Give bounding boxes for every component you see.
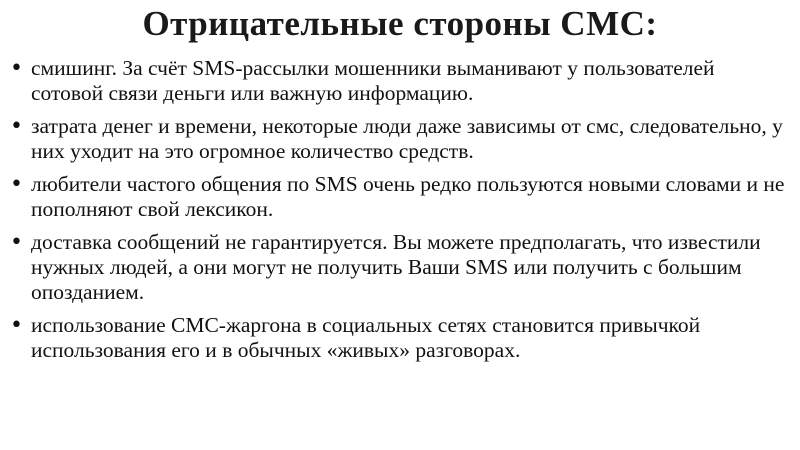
- bullet-item: • использование СМС-жаргона в социальных сетях становится привычкой использования его и в обычных «живых» разговорах.: [0, 313, 800, 363]
- bullet-item: • смишинг. За счёт SMS-рассылки мошенники выманивают у пользователей сотовой связи деньги или важную информацию.: [0, 56, 800, 106]
- bullet-item: • доставка сообщений не гарантируется. Вы можете предполагать, что известили нужных людей, а они могут не получить Ваши SMS или получить с большим опозданием.: [0, 230, 800, 305]
- bullet-item: • затрата денег и времени, некоторые люди даже зависимы от смс, следовательно, у них уходит на это огромное количество средств.: [0, 114, 800, 164]
- bullet-list: [0, 56, 800, 371]
- bullet-item: • любители частого общения по SMS очень редко пользуются новыми словами и не пополняют свой лексикон.: [0, 172, 800, 222]
- slide-title: Отрицательные стороны СМС:: [142, 4, 658, 43]
